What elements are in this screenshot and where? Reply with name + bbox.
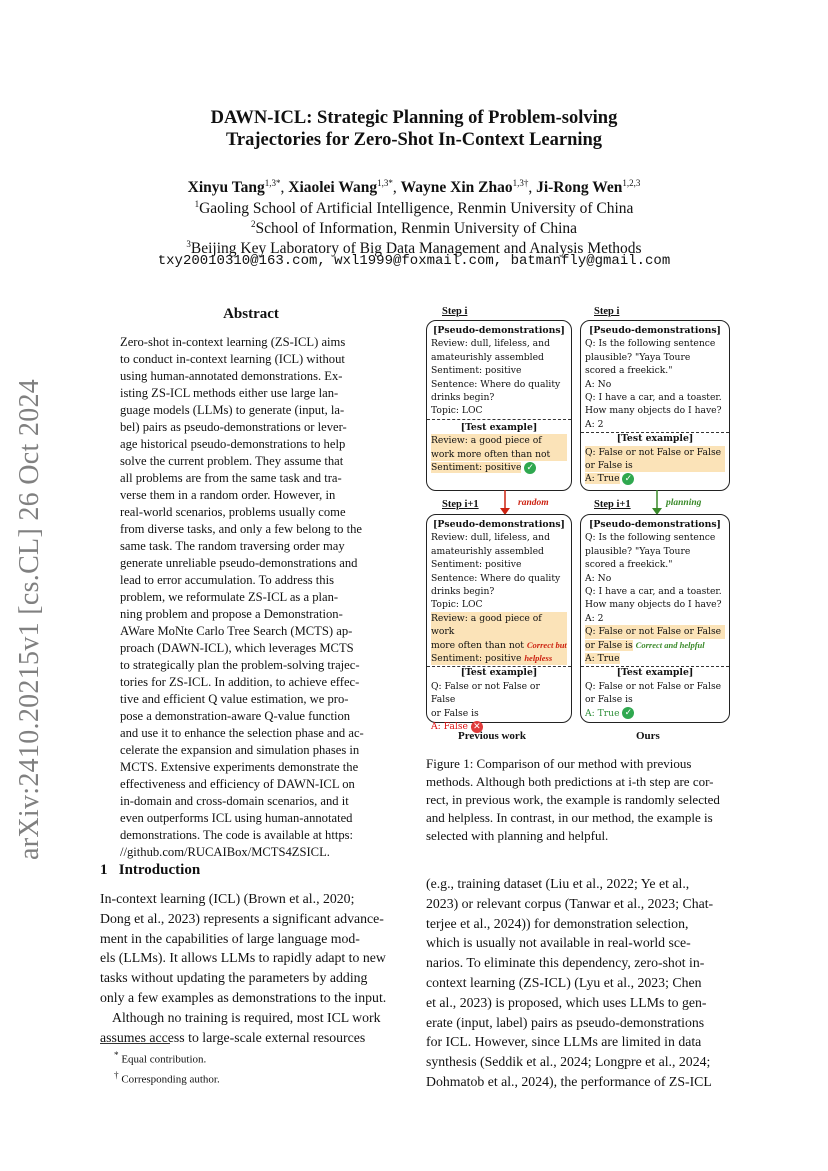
cross-icon: ✕ bbox=[471, 721, 483, 733]
random-label: random bbox=[518, 498, 549, 508]
line: more often than not bbox=[431, 639, 524, 651]
abstract-line: guage models (LLMs) to generate (input, la- bbox=[120, 403, 345, 417]
text-line: narios. To eliminate this dependency, zero-shot in- bbox=[426, 955, 705, 971]
line: Topic: LOC bbox=[431, 405, 483, 417]
affiliation-sup: 3 bbox=[186, 239, 191, 249]
author-name: Xinyu Tang bbox=[187, 179, 265, 197]
caption-line: and helpless. In contrast, in our method, the example is bbox=[426, 810, 713, 825]
abstract-line: celerate the expansion and simulation phases in bbox=[120, 743, 360, 757]
intro-right-column bbox=[426, 874, 732, 1092]
down-arrow-icon bbox=[648, 490, 666, 516]
helpless-label: helpless bbox=[524, 653, 553, 664]
paper-title bbox=[0, 107, 828, 151]
line: Sentence: Where do quality bbox=[431, 378, 561, 390]
abstract-line: from diverse tasks, and only a few belong to the bbox=[120, 522, 363, 536]
line: Sentiment: positive bbox=[431, 462, 522, 474]
panel-prev-step-i1 bbox=[426, 514, 572, 733]
affiliation-text: Gaoling School of Artificial Intelligence, Renmin University of China bbox=[199, 200, 634, 218]
author-list: Xinyu Tang$^{1,3*}$, Xiaolei Wang$^{1,3*}$, Wayne Xin Zhao$^{1,3\dagger}$, Ji-Rong Wen$^{1,2,3}$ bbox=[187, 178, 641, 197]
abstract-line: pose a demonstration-aware Q-value function bbox=[120, 709, 351, 723]
footnote-rule bbox=[100, 1043, 170, 1044]
abstract-line: lead to error accumulation. To address this bbox=[120, 573, 334, 587]
line: A: True bbox=[585, 473, 620, 485]
line: amateurishly assembled bbox=[431, 351, 544, 363]
affiliation-text: Beijing Key Laboratory of Big Data Management and Analysis Methods bbox=[190, 240, 642, 258]
text-line: els (LLMs). It allows LLMs to rapidly adapt to new bbox=[100, 950, 386, 966]
affiliation-text: School of Information, Renmin University of China bbox=[255, 220, 578, 238]
check-icon: ✓ bbox=[622, 473, 634, 485]
dashed-divider bbox=[427, 419, 571, 420]
text-line: synthesis (Seddik et al., 2024; Longpre et al., 2024; bbox=[426, 1054, 711, 1070]
footnote-mark: * bbox=[114, 1050, 119, 1060]
pseudo-header: [Pseudo-demonstrations] bbox=[433, 325, 565, 336]
line: A: No bbox=[585, 378, 612, 390]
line: Q: I have a car, and a toaster. bbox=[585, 586, 722, 598]
line: or False is bbox=[585, 639, 633, 651]
check-icon: ✓ bbox=[622, 707, 634, 719]
line: How many objects do I have? bbox=[585, 599, 722, 611]
line: Sentence: Where do quality bbox=[431, 572, 561, 584]
text-line: tasks without updating the parameters by adding bbox=[100, 970, 368, 986]
planning-label: planning bbox=[666, 498, 702, 508]
footnotes bbox=[100, 1048, 220, 1087]
abstract-line: in-domain and cross-domain scenarios, and it bbox=[120, 794, 349, 808]
abstract-line: age historical pseudo-demonstrations to help bbox=[120, 437, 346, 451]
abstract-line: even outperforms ICL using human-annotated bbox=[120, 811, 353, 825]
text-line: assumes access to large-scale external resources bbox=[100, 1029, 366, 1045]
abstract-line: using human-annotated demonstrations. Ex- bbox=[120, 369, 343, 383]
abstract-line: real-world scenarios, problems usually come bbox=[120, 505, 346, 519]
line: Review: dull, lifeless, and bbox=[431, 532, 550, 544]
step-i1-right: Step i+1 bbox=[594, 499, 631, 510]
text-line: Although no training is required, most ICL work bbox=[112, 1009, 381, 1025]
line: A: No bbox=[585, 572, 612, 584]
line: A: 2 bbox=[585, 418, 604, 430]
title-line-1: DAWN-ICL: Strategic Planning of Problem-solving bbox=[210, 108, 618, 128]
abstract-line: all problems are from the same task and tra- bbox=[120, 471, 342, 485]
abstract-line: Zero-shot in-context learning (ZS-ICL) aims bbox=[120, 335, 346, 349]
pseudo-header: [Pseudo-demonstrations] bbox=[589, 519, 721, 530]
author-name: Ji-Rong Wen bbox=[536, 179, 623, 197]
footnote-mark: † bbox=[114, 1069, 119, 1080]
text-line: et al., 2023) is proposed, which uses LLMs to gen- bbox=[426, 994, 707, 1010]
line: or False is bbox=[585, 694, 633, 706]
author-name: Wayne Xin Zhao bbox=[400, 179, 513, 197]
line: drinks begin? bbox=[431, 586, 495, 598]
author-sup: 1,3† bbox=[512, 178, 529, 188]
line: drinks begin? bbox=[431, 392, 495, 404]
panel-prev-step-i bbox=[426, 320, 572, 491]
abstract-line: problem, we reformulate ZS-ICL as a plan- bbox=[120, 590, 339, 604]
text-line: Dohmatob et al., 2024), the performance of ZS-ICL bbox=[426, 1073, 712, 1089]
line: Topic: LOC bbox=[431, 599, 483, 611]
text-line: which is usually not available in real-world sce- bbox=[426, 935, 691, 951]
caption-line: methods. Although both predictions at i-th step are cor- bbox=[426, 774, 714, 789]
pseudo-header: [Pseudo-demonstrations] bbox=[433, 519, 565, 530]
line: Review: a good piece of bbox=[431, 434, 567, 447]
test-header: [Test example] bbox=[460, 667, 538, 679]
down-arrow-icon bbox=[496, 490, 514, 516]
abstract-line: tive and efficient Q value estimation, we pro- bbox=[120, 692, 349, 706]
line: Q: Is the following sentence bbox=[585, 338, 716, 350]
intro-left-column bbox=[100, 889, 406, 1047]
title-line-2: Trajectories for Zero-Shot In-Context Learning bbox=[225, 130, 603, 150]
abstract-line: AWare MoNte Carlo Tree Search (MCTS) ap- bbox=[120, 624, 353, 638]
check-icon: ✓ bbox=[524, 462, 536, 474]
text-line: for ICL. However, since LLMs are limited in data bbox=[426, 1034, 702, 1050]
line: Q: I have a car, and a toaster. bbox=[585, 392, 722, 404]
text-line: erate (input, label) pairs as pseudo-demonstrations bbox=[426, 1014, 705, 1030]
abstract-line: bel) pairs as pseudo-demonstrations or lever- bbox=[120, 420, 347, 434]
abstract-line: generate unreliable pseudo-demonstrations and bbox=[120, 556, 358, 570]
line: work more often than not bbox=[431, 448, 567, 461]
line: scored a freekick." bbox=[585, 365, 673, 377]
text-line: (e.g., training dataset (Liu et al., 2022; Ye et al., bbox=[426, 876, 690, 891]
line: How many objects do I have? bbox=[585, 405, 722, 417]
text-line: terjee et al., 2024)) for demonstration selection, bbox=[426, 915, 689, 931]
ours-label: Ours bbox=[636, 730, 660, 742]
test-header: [Test example] bbox=[460, 421, 538, 433]
abstract-line: //github.com/RUCAIBox/MCTS4ZSICL. bbox=[120, 845, 330, 859]
abstract-line: to conduct in-context learning (ICL) without bbox=[120, 352, 345, 366]
caption-line: selected with planning and helpful. bbox=[426, 828, 609, 843]
previous-work-label: Previous work bbox=[458, 730, 526, 742]
footnote-text: Equal contribution. bbox=[121, 1053, 207, 1066]
line: Q: Is the following sentence bbox=[585, 532, 716, 544]
abstract-line: verse them in a random order. However, in bbox=[120, 488, 336, 502]
author-name: Xiaolei Wang bbox=[288, 179, 378, 197]
line: Sentiment: positive bbox=[431, 365, 522, 377]
line: Review: dull, lifeless, and bbox=[431, 338, 550, 350]
line: plausible? "Yaya Toure bbox=[585, 545, 691, 557]
line: A: False bbox=[431, 721, 468, 733]
line: Review: a good piece of work bbox=[431, 612, 567, 639]
abstract-line: to strategically plan the problem-solving trajec- bbox=[120, 658, 360, 672]
test-header: [Test example] bbox=[616, 667, 694, 679]
abstract-line: same task. The random traversing order may bbox=[120, 539, 345, 553]
line: Q: False or not False or False bbox=[585, 625, 725, 638]
line: A: 2 bbox=[585, 612, 604, 624]
pseudo-header: [Pseudo-demonstrations] bbox=[589, 325, 721, 336]
section-title: Introduction bbox=[118, 862, 201, 878]
panel-ours-step-i1 bbox=[580, 514, 730, 723]
step-i-left: Step i bbox=[442, 306, 468, 317]
text-line: 2023) or relevant corpus (Tanwar et al., 2023; Chat- bbox=[426, 895, 714, 911]
text-line: Dong et al., 2023) represents a significant advance- bbox=[100, 910, 384, 926]
text-line: context learning (ZS-ICL) (Lyu et al., 2023; Chen bbox=[426, 974, 702, 990]
step-i1-left: Step i+1 bbox=[442, 499, 479, 510]
abstract-line: tories for ZS-ICL. In addition, to achieve effec- bbox=[120, 675, 360, 689]
author-sup: 1,3* bbox=[264, 178, 281, 188]
author-sup: 1,3* bbox=[377, 178, 393, 188]
section-heading bbox=[100, 862, 200, 879]
abstract-heading: Abstract bbox=[223, 306, 279, 322]
line: amateurishly assembled bbox=[431, 545, 544, 557]
line: Q: False or not False or False bbox=[585, 680, 722, 692]
abstract-line: solve the current problem. They assume that bbox=[120, 454, 344, 468]
abstract-line: and use it to enhance the selection phase and ac- bbox=[120, 726, 364, 740]
caption-line: rect, in previous work, the example is randomly selected bbox=[426, 792, 720, 807]
section-number: 1 bbox=[100, 862, 108, 878]
abstract-line: demonstrations. The code is available at https: bbox=[120, 828, 354, 842]
line: Q: False or not False or False bbox=[585, 446, 725, 459]
figure-caption bbox=[426, 755, 730, 845]
abstract-line: isting ZS-ICL methods either use large lan- bbox=[120, 386, 339, 400]
abstract-line: proach (DAWN-ICL), which leverages MCTS bbox=[120, 641, 354, 655]
line: Q: False or not False or False bbox=[431, 680, 540, 706]
line: or False is bbox=[431, 707, 479, 719]
affiliation-sup: 2 bbox=[250, 219, 256, 229]
author-emails[interactable]: txy20010310@163.com, wxl1999@foxmail.com, batmanfly@gmail.com bbox=[157, 253, 671, 269]
line: plausible? "Yaya Toure bbox=[585, 351, 691, 363]
correct-but-label: Correct but bbox=[526, 639, 567, 650]
step-i-right: Step i bbox=[594, 306, 620, 317]
abstract-body bbox=[120, 334, 382, 861]
arxiv-stamp: arXiv:2410.20215v1 [cs.CL] 26 Oct 2024 bbox=[14, 378, 45, 860]
abstract-line: MCTS. Extensive experiments demonstrate the bbox=[120, 760, 359, 774]
text-line: only a few examples as demonstrations to the input. bbox=[100, 989, 387, 1005]
test-header: [Test example] bbox=[616, 433, 694, 445]
line: Sentiment: positive bbox=[431, 653, 522, 665]
abstract-line: ning problem and propose a Demonstration- bbox=[120, 607, 343, 621]
line: A: True bbox=[585, 707, 620, 719]
text-line: ment in the capabilities of large language mod- bbox=[100, 930, 360, 946]
affiliation-sup: 1 bbox=[194, 199, 200, 209]
line: A: True bbox=[585, 653, 620, 665]
author-sup: 1,2,3 bbox=[622, 178, 641, 188]
line: Sentiment: positive bbox=[431, 559, 522, 571]
line: scored a freekick." bbox=[585, 559, 673, 571]
caption-line: Figure 1: Comparison of our method with previous bbox=[426, 756, 692, 771]
text-line: In-context learning (ICL) (Brown et al., 2020; bbox=[100, 891, 355, 906]
line: or False is bbox=[585, 459, 725, 472]
abstract-line: effectiveness and efficiency of DAWN-ICL on bbox=[120, 777, 355, 791]
correct-helpful-label: Correct and helpful bbox=[635, 639, 705, 650]
panel-ours-step-i bbox=[580, 320, 730, 491]
footnote-text: Corresponding author. bbox=[121, 1073, 220, 1086]
